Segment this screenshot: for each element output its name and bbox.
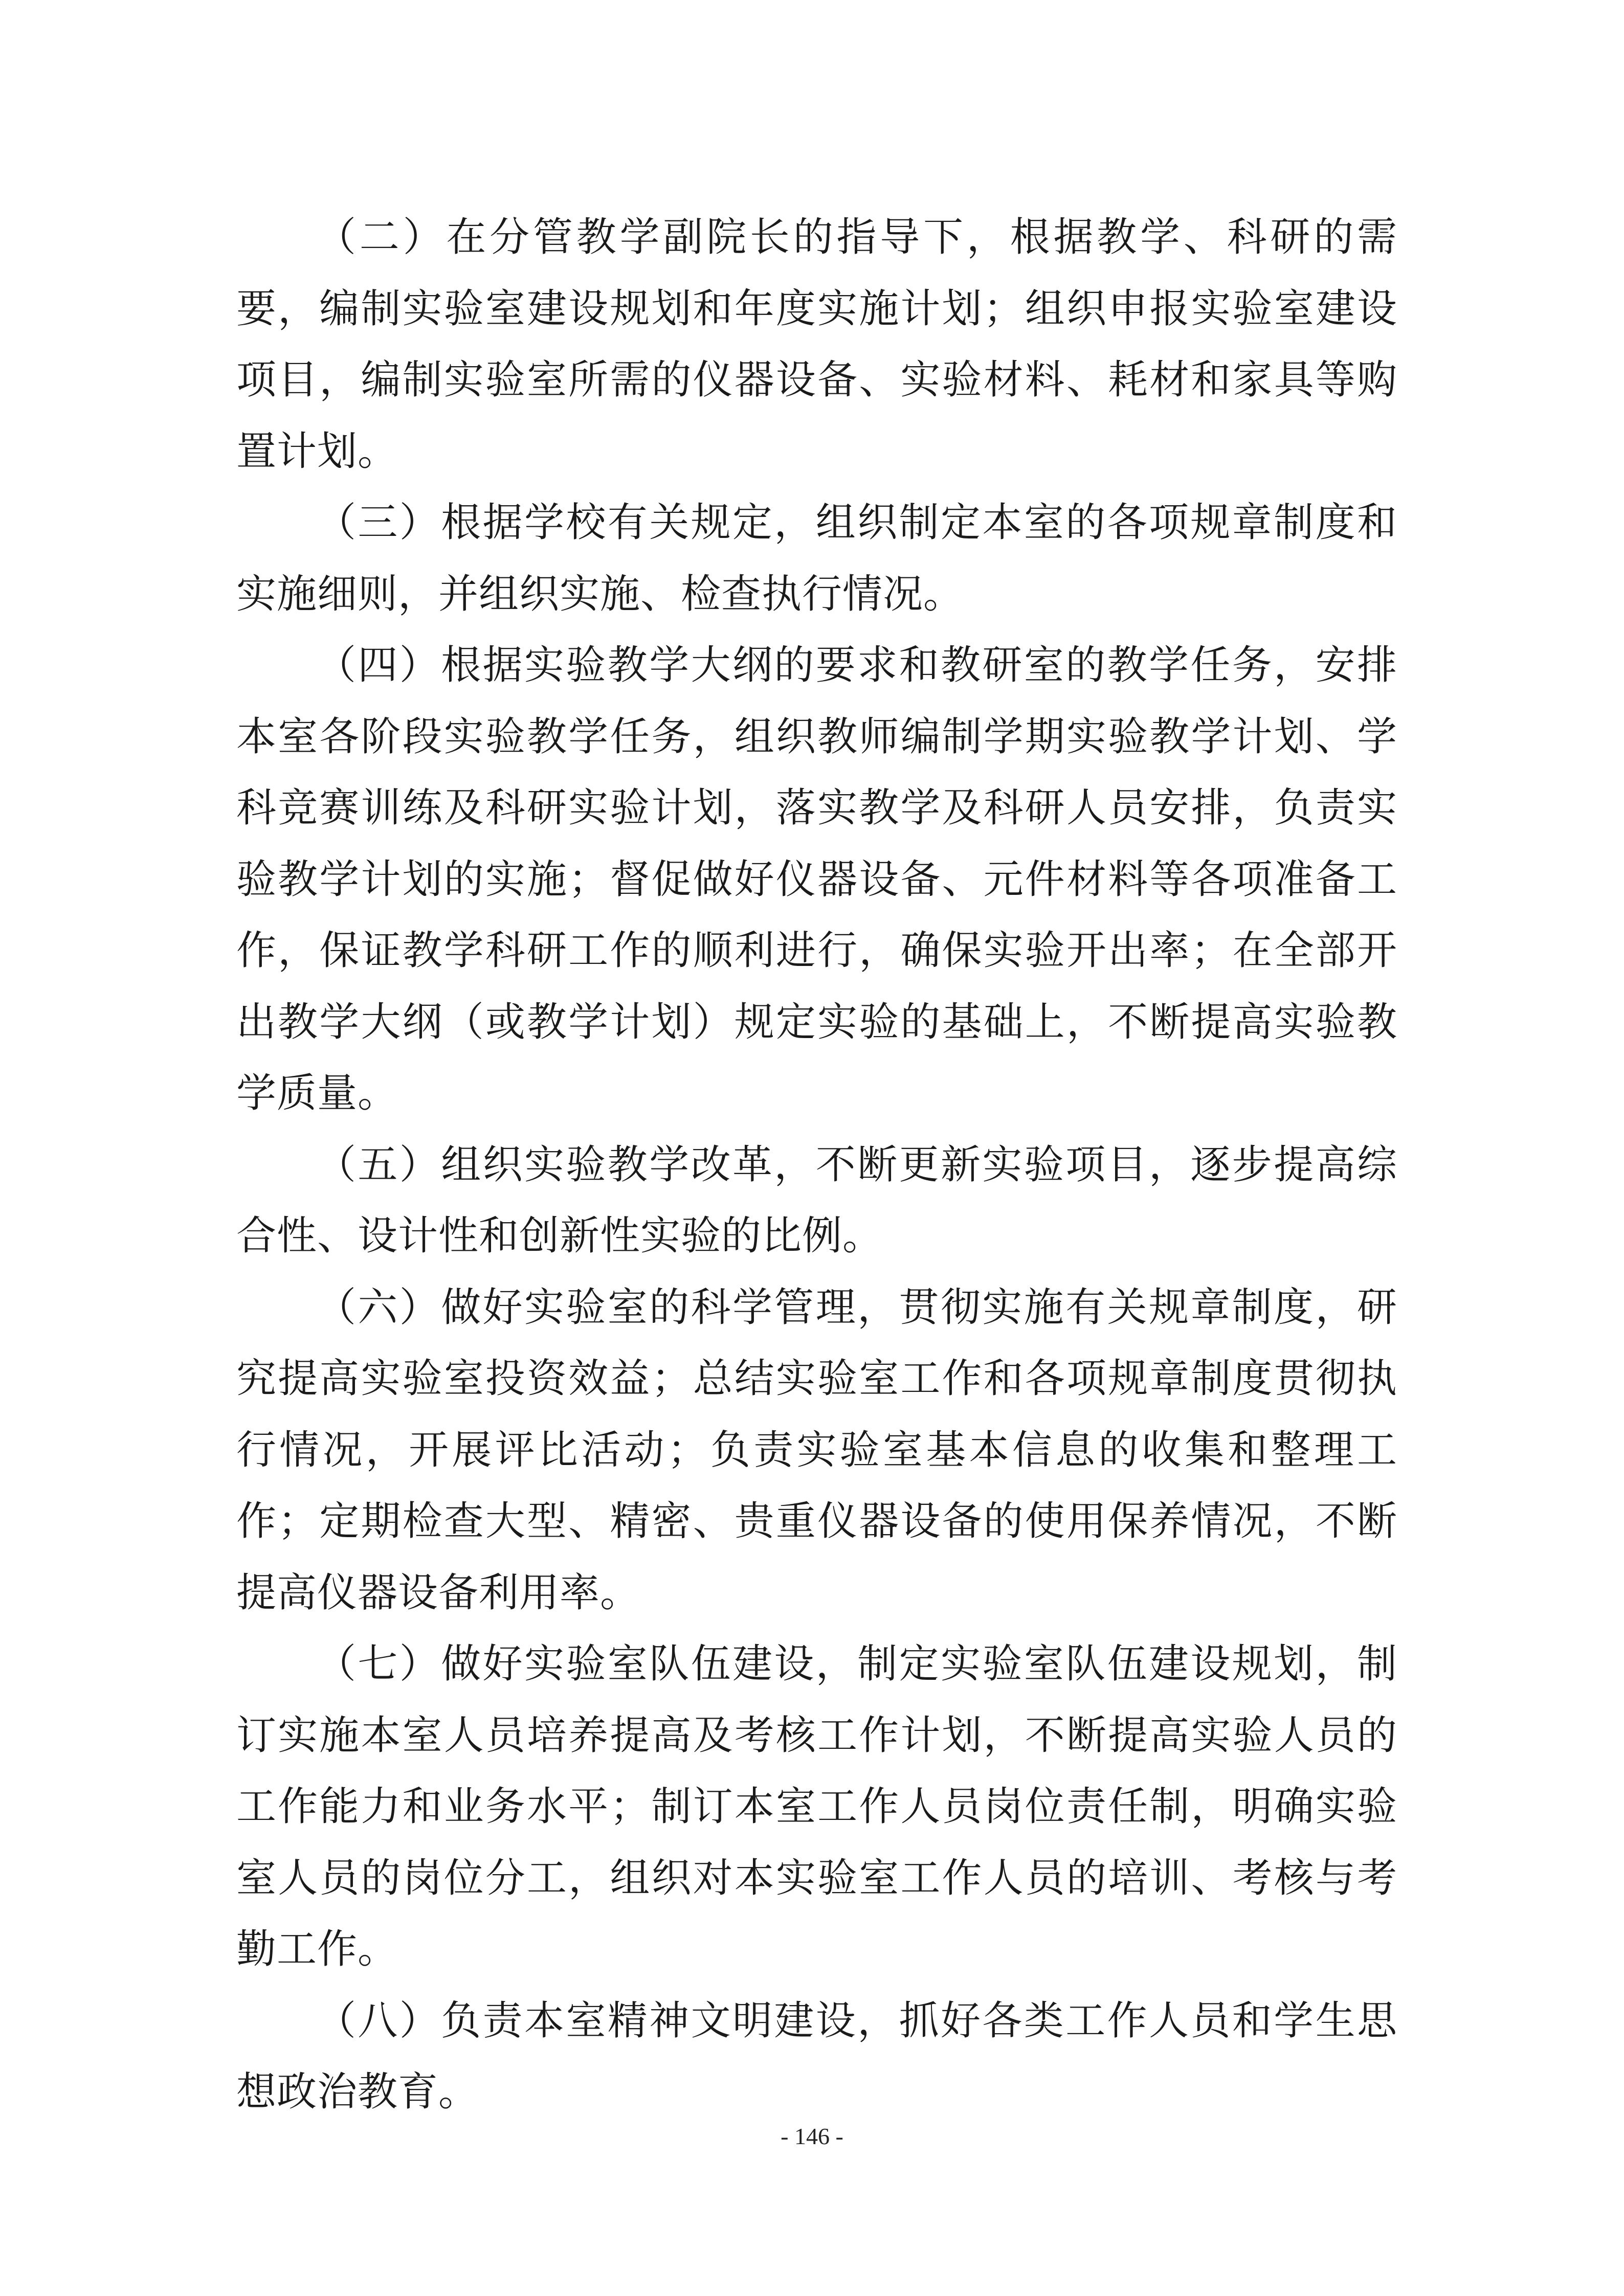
paragraph-duty-3: （三）根据学校有关规定，组织制定本室的各项规章制度和实施细则，并组织实施、检查执行情况。 (236, 500, 1397, 617)
paragraph-duty-7: （七）做好实验室队伍建设，制定实验室队伍建设规划，制订实施本室人员培养提高及考核工作计划，不断提高实验人员的工作能力和业务水平；制订本室工作人员岗位责任制，明确实验室人员的岗位分工，组织对本实验室工作人员的培训、考核与考勤工作。 (236, 1641, 1397, 1972)
paragraph-duty-6: （六）做好实验室的科学管理，贯彻实施有关规章制度，研究提高实验室投资效益；总结实验室工作和各项规章制度贯彻执行情况，开展评比活动；负责实验室基本信息的收集和整理工作；定期检查大型、精密、贵重仪器设备的使用保养情况，不断提高仪器设备利用率。 (236, 1284, 1397, 1616)
paragraph-duty-5: （五）组织实验教学改革，不断更新实验项目，逐步提高综合性、设计性和创新性实验的比例。 (236, 1141, 1397, 1259)
page-number: - 146 - (781, 2123, 843, 2149)
paragraph-duty-4: （四）根据实验教学大纲的要求和教研室的教学任务，安排本室各阶段实验教学任务，组织教师编制学期实验教学计划、学科竞赛训练及科研实验计划，落实教学及科研人员安排，负责实验教学计划的实施；督促做好仪器设备、元件材料等各项准备工作，保证教学科研工作的顺利进行，确保实验开出率；在全部开出教学大纲（或教学计划）规定实验的基础上，不断提高实验教学质量。 (236, 642, 1397, 1116)
paragraph-duty-2: （二）在分管教学副院长的指导下，根据教学、科研的需要，编制实验室建设规划和年度实施计划；组织申报实验室建设项目，编制实验室所需的仪器设备、实验材料、耗材和家具等购置计划。 (236, 214, 1397, 475)
paragraph-duty-8: （八）负责本室精神文明建设，抓好各类工作人员和学生思想政治教育。 (236, 1997, 1397, 2115)
document-body (236, 202, 1397, 2128)
